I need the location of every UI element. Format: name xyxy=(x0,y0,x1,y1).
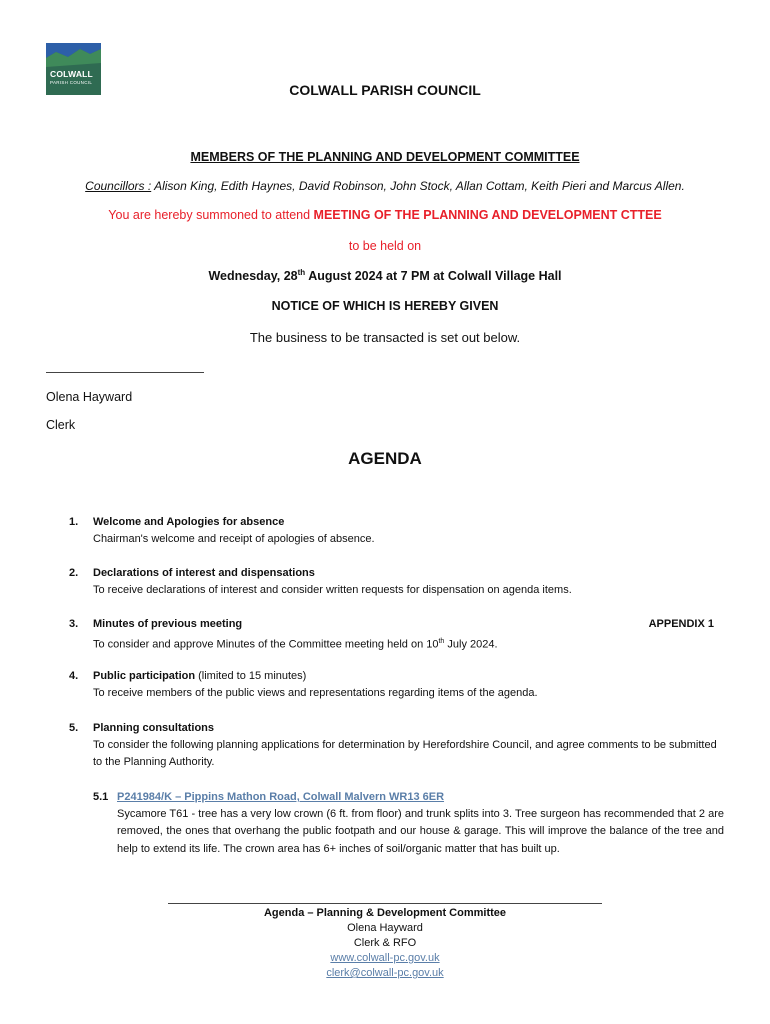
sub-item-number: 5.1 xyxy=(93,791,109,803)
item-text xyxy=(93,633,725,654)
item-heading-text: Public participation xyxy=(93,670,196,682)
sub-item-text: Sycamore T61 - tree has a very low crown (6 ft. from floor) and trunk splits into 3. Tree surgeon has recommended that 2 are removed, the ones that overhang the public footpath and our house & garage. This will improve the balance of the tree and help to extend its life. The crown area has 6+ inches of soil/organic matter that has built up. xyxy=(117,808,724,855)
item-text-prefix: To consider and approve Minutes of the Committee meeting held on 10 xyxy=(93,638,439,651)
signature-line xyxy=(46,372,204,373)
item-number: 1. xyxy=(69,516,79,528)
held-on: to be held on xyxy=(348,239,422,253)
item-number: 4. xyxy=(69,670,79,682)
meeting-date xyxy=(0,268,770,283)
item-text-sup: th xyxy=(438,638,445,645)
item-text: To consider the following planning applications for determination by Herefordshire Council, and agree comments to be submitted to the Planning Authority. xyxy=(93,739,717,768)
logo-subtitle: PARISH COUNCIL xyxy=(50,80,93,85)
footer-title: Agenda – Planning & Development Committee xyxy=(263,907,507,919)
footer-role: Clerk & RFO xyxy=(353,937,417,949)
business-line: The business to be transacted is set out below. xyxy=(249,330,521,345)
date-suffix: August 2024 at 7 PM at Colwall Village Hall xyxy=(305,269,562,284)
summons-prefix: You are hereby summoned to attend xyxy=(108,208,314,222)
footer-name: Olena Hayward xyxy=(347,922,423,934)
council-title: COLWALL PARISH COUNCIL xyxy=(289,82,481,98)
appendix-label: APPENDIX 1 xyxy=(648,618,714,630)
summons-line xyxy=(0,208,770,222)
clerk-name: Olena Hayward xyxy=(46,390,133,404)
notice-line: NOTICE OF WHICH IS HEREBY GIVEN xyxy=(271,299,499,313)
item-number: 3. xyxy=(69,618,79,630)
item-heading-note: (limited to 15 minutes) xyxy=(195,670,307,682)
footer-email-link[interactable]: clerk@colwall-pc.gov.uk xyxy=(326,967,444,979)
item-heading: Planning consultations xyxy=(93,722,215,734)
footer-divider xyxy=(168,903,602,904)
item-number: 2. xyxy=(69,567,79,579)
footer-website-link[interactable]: www.colwall-pc.gov.uk xyxy=(330,952,440,964)
item-text: To receive members of the public views and representations regarding items of the agenda. xyxy=(93,687,538,699)
item-text-suffix: July 2024. xyxy=(444,638,498,651)
item-heading: Declarations of interest and dispensations xyxy=(93,567,315,579)
date-sup: th xyxy=(297,268,306,277)
item-text: To receive declarations of interest and consider written requests for dispensation on agenda items. xyxy=(93,584,572,596)
summons-meeting: MEETING OF THE PLANNING AND DEVELOPMENT CTTEE xyxy=(313,208,662,222)
planning-application-link[interactable]: P241984/K – Pippins Mathon Road, Colwall Malvern WR13 6ER xyxy=(117,791,445,803)
councillors-label: Councillors : xyxy=(85,179,152,193)
councillors-line xyxy=(0,179,770,193)
members-title: MEMBERS OF THE PLANNING AND DEVELOPMENT COMMITTEE xyxy=(190,150,580,164)
agenda-title: AGENDA xyxy=(348,449,422,468)
clerk-role: Clerk xyxy=(46,418,76,432)
date-prefix: Wednesday, 28 xyxy=(208,269,298,284)
logo-name: COLWALL xyxy=(50,69,93,79)
item-number: 5. xyxy=(69,722,79,734)
item-heading: Welcome and Apologies for absence xyxy=(93,516,285,528)
councillors-names: Alison King, Edith Haynes, David Robinson, John Stock, Allan Cottam, Keith Pieri and Marcus Allen. xyxy=(154,179,685,193)
item-heading xyxy=(93,668,725,685)
item-heading: Minutes of previous meeting xyxy=(93,618,243,630)
item-text: Chairman's welcome and receipt of apologies of absence. xyxy=(93,533,375,545)
